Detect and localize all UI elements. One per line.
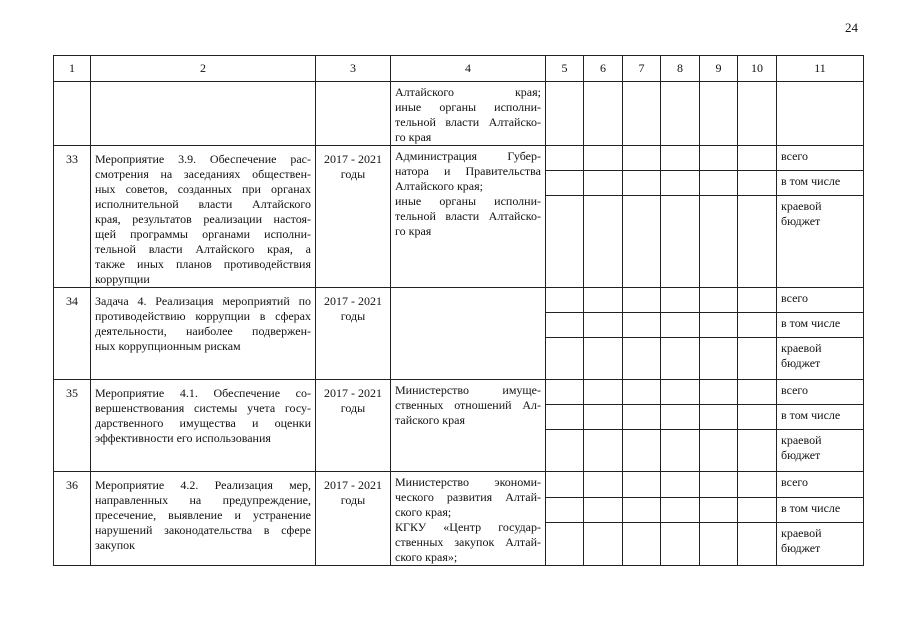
amount-cell: [738, 497, 777, 523]
funding-source: краевой бюджет: [777, 430, 864, 472]
amount-cell: [738, 523, 777, 566]
amount-cell: [546, 146, 584, 171]
amount-cell: [623, 338, 661, 380]
amount-cell: [738, 196, 777, 288]
header-cell: 1: [54, 56, 91, 82]
amount-cell: [661, 472, 700, 498]
amount-cell: [661, 146, 700, 171]
amount-cell: [700, 523, 738, 566]
amount-cell: [738, 472, 777, 498]
amount-cell: [546, 171, 584, 196]
funding-source: в том числе: [777, 497, 864, 523]
executor: Министерство имуще- ственных отношений Ал- тайского края: [391, 380, 546, 472]
amount-cell: [623, 313, 661, 338]
measure-title: Мероприятие 3.9. Обеспечение рас- смотрения на заседаниях обществен- ных советов, созданных при органах исполнительной власти Алтайского края, результатов реализации настоя- щей программы органами исполни- тельной власти Алтайского края, а также иных планов противодействия коррупции: [91, 146, 316, 288]
amount-cell: [546, 288, 584, 313]
amount-cell: [623, 146, 661, 171]
amount-cell: [738, 288, 777, 313]
amount-cell: [661, 380, 700, 405]
amount-cell: [584, 405, 623, 430]
funding-source: всего: [777, 380, 864, 405]
amount-cell: [584, 171, 623, 196]
amount-cell: [584, 196, 623, 288]
implementation-period: 2017 - 2021 годы: [316, 472, 391, 566]
funding-source: краевой бюджет: [777, 196, 864, 288]
amount-cell: [584, 288, 623, 313]
executor: Администрация Губер- натора и Правительства Алтайского края; иные органы исполни- тельной власти Алтайско- го края: [391, 146, 546, 288]
table-row: [54, 146, 864, 171]
amount-cell: [623, 430, 661, 472]
header-cell: 9: [700, 56, 738, 82]
header-cell: 7: [623, 56, 661, 82]
amount-cell: [661, 338, 700, 380]
amount-cell: [546, 430, 584, 472]
amount-cell: [661, 497, 700, 523]
amount-cell: [738, 380, 777, 405]
program-table: [53, 55, 864, 566]
amount-cell: [546, 523, 584, 566]
amount-cell: [700, 405, 738, 430]
measure-title: Мероприятие 4.1. Обеспечение со- вершенствования системы учета госу- дарственного имущества и оценки эффективности его использования: [91, 380, 316, 472]
table-row: [54, 288, 864, 313]
amount-cell: [623, 405, 661, 430]
amount-cell: [623, 171, 661, 196]
amount-cell: [661, 196, 700, 288]
header-cell: 11: [777, 56, 864, 82]
amount-cell: [546, 472, 584, 498]
amount-cell: [661, 313, 700, 338]
amount-cell: [700, 196, 738, 288]
amount-cell: [700, 171, 738, 196]
amount-cell: [546, 380, 584, 405]
header-cell: 4: [391, 56, 546, 82]
amount-cell: [738, 146, 777, 171]
amount-cell: [661, 171, 700, 196]
amount-cell: [661, 288, 700, 313]
implementation-period: 2017 - 2021 годы: [316, 146, 391, 288]
funding-source: всего: [777, 472, 864, 498]
funding-source: в том числе: [777, 171, 864, 196]
amount-cell: [661, 405, 700, 430]
amount-cell: [738, 338, 777, 380]
amount-cell: [584, 497, 623, 523]
continuation-row: [54, 82, 864, 146]
amount-cell: [546, 405, 584, 430]
amount-cell: [584, 313, 623, 338]
amount-cell: [738, 313, 777, 338]
amount-cell: [700, 472, 738, 498]
implementation-period: 2017 - 2021 годы: [316, 288, 391, 380]
amount-cell: [584, 380, 623, 405]
row-number: 35: [54, 380, 91, 472]
row-number: 34: [54, 288, 91, 380]
amount-cell: [700, 497, 738, 523]
amount-cell: [546, 497, 584, 523]
amount-cell: [546, 196, 584, 288]
continuation-executor: Алтайского края; иные органы исполни- тельной власти Алтайско- го края: [391, 82, 546, 146]
funding-source: всего: [777, 288, 864, 313]
amount-cell: [700, 380, 738, 405]
measure-title: Мероприятие 4.2. Реализация мер, направленных на предупреждение, пресечение, выявление и устранение нарушений законодательства в сфере закупок: [91, 472, 316, 566]
amount-cell: [661, 523, 700, 566]
header-cell: 10: [738, 56, 777, 82]
amount-cell: [700, 313, 738, 338]
header-cell: 6: [584, 56, 623, 82]
funding-source: краевой бюджет: [777, 523, 864, 566]
amount-cell: [584, 430, 623, 472]
amount-cell: [584, 338, 623, 380]
funding-source: в том числе: [777, 313, 864, 338]
amount-cell: [700, 288, 738, 313]
table-row: [54, 472, 864, 498]
amount-cell: [584, 523, 623, 566]
amount-cell: [661, 430, 700, 472]
amount-cell: [546, 313, 584, 338]
amount-cell: [700, 146, 738, 171]
executor: Министерство экономи- ческого развития Алтай- ского края; КГКУ «Центр государ- ственных закупок Алтай- ского края»;: [391, 472, 546, 566]
row-number: 33: [54, 146, 91, 288]
amount-cell: [738, 405, 777, 430]
page-number: 24: [845, 20, 858, 35]
amount-cell: [546, 338, 584, 380]
amount-cell: [623, 196, 661, 288]
row-number: 36: [54, 472, 91, 566]
funding-source: в том числе: [777, 405, 864, 430]
funding-source: краевой бюджет: [777, 338, 864, 380]
amount-cell: [584, 146, 623, 171]
amount-cell: [584, 472, 623, 498]
header-cell: 2: [91, 56, 316, 82]
amount-cell: [738, 430, 777, 472]
amount-cell: [700, 430, 738, 472]
measure-title: Задача 4. Реализация мероприятий по противодействию коррупции в сферах деятельности, наиболее подвержен- ных коррупционным рискам: [91, 288, 316, 380]
header-cell: 3: [316, 56, 391, 82]
funding-source: всего: [777, 146, 864, 171]
amount-cell: [623, 380, 661, 405]
executor: [391, 288, 546, 380]
implementation-period: 2017 - 2021 годы: [316, 380, 391, 472]
header-cell: 8: [661, 56, 700, 82]
table-row: [54, 380, 864, 405]
amount-cell: [700, 338, 738, 380]
amount-cell: [623, 497, 661, 523]
amount-cell: [738, 171, 777, 196]
amount-cell: [623, 472, 661, 498]
column-number-header: [54, 56, 864, 82]
amount-cell: [623, 288, 661, 313]
header-cell: 5: [546, 56, 584, 82]
amount-cell: [623, 523, 661, 566]
